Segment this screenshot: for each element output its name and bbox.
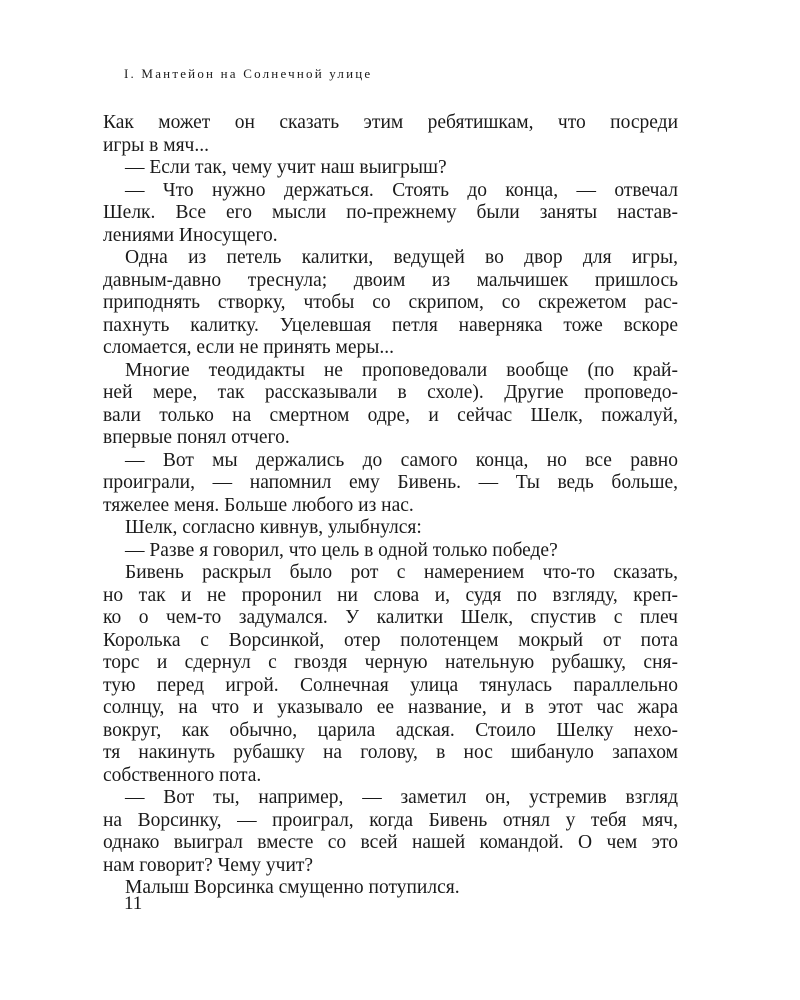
text-line: Шелк. Все его мысли по-прежнему были заняты настав-	[103, 202, 678, 223]
page-number: 11	[124, 893, 143, 914]
text-line: Малыш Ворсинка смущенно потупился.	[125, 877, 460, 898]
text-line: приподнять створку, чтобы со скрипом, со скрежетом рас-	[103, 292, 678, 313]
text-line: Шелк, согласно кивнув, улыбнулся:	[125, 517, 422, 538]
text-line: солнцу, на что и указывало ее название, и в этот час жара	[103, 697, 678, 718]
text-line: нам говорит? Чему учит?	[103, 854, 314, 876]
text-line: игры в мяч...	[103, 134, 209, 156]
text-line: Бивень раскрыл было рот с намерением что-то сказать,	[125, 562, 678, 583]
text-line: проиграли, — напомнил ему Бивень. — Ты ведь больше,	[103, 472, 678, 493]
text-line: но так и не проронил ни слова и, судя по взгляду, креп-	[103, 584, 678, 606]
text-line: Как может он сказать этим ребятишкам, что посреди	[103, 112, 678, 133]
text-line: — Вот ты, например, — заметил он, устремив взгляд	[125, 787, 678, 808]
text-line: вали только на смертном одре, и сейчас Шелк, пожалуй,	[103, 404, 678, 426]
body-text	[103, 112, 678, 900]
text-line: впервые понял отчего.	[103, 427, 290, 448]
text-line: — Вот мы держались до самого конца, но все равно	[125, 449, 678, 471]
text-line: Королька с Ворсинкой, отер полотенцем мокрый от пота	[103, 629, 678, 651]
text-line: торс и сдернул с гвоздя черную нательную рубашку, сня-	[103, 652, 678, 673]
text-line: ко о чем-то задумался. У калитки Шелк, спустив с плеч	[103, 607, 678, 628]
text-line: Многие теодидакты не проповедовали вообще (по край-	[125, 359, 678, 381]
text-line: собственного пота.	[103, 764, 262, 786]
text-line: лениями Иносущего.	[103, 224, 278, 246]
text-line: сломается, если не принять меры...	[103, 337, 395, 358]
text-line: Одна из петель калитки, ведущей во двор для игры,	[125, 247, 678, 268]
text-line: однако выиграл вместе со всей нашей командой. О чем это	[103, 832, 678, 853]
text-line: пахнуть калитку. Уцелевшая петля наверняка тоже вскоре	[103, 314, 678, 336]
text-line: — Разве я говорил, что цель в одной только победе?	[125, 539, 558, 561]
text-line: — Если так, чему учит наш выигрыш?	[125, 157, 447, 178]
text-line: тя накинуть рубашку на голову, в нос шибануло запахом	[103, 742, 678, 763]
text-line: тую перед игрой. Солнечная улица тянулась параллельно	[103, 674, 678, 696]
text-line: тяжелее меня. Больше любого из нас.	[103, 494, 414, 516]
text-line: на Ворсинку, — проиграл, когда Бивень отнял у тебя мяч,	[103, 809, 678, 831]
text-line: вокруг, как обычно, царила адская. Стоило Шелку нехо-	[103, 719, 678, 741]
text-line: давным-давно треснула; двоим из мальчишек пришлось	[103, 269, 678, 291]
running-head: I. Мантейон на Солнечной улице	[124, 66, 373, 81]
text-line: ней мере, так рассказывали в схоле). Другие проповедо-	[103, 382, 678, 403]
text-line: — Что нужно держаться. Стоять до конца, — отвечал	[125, 179, 678, 201]
